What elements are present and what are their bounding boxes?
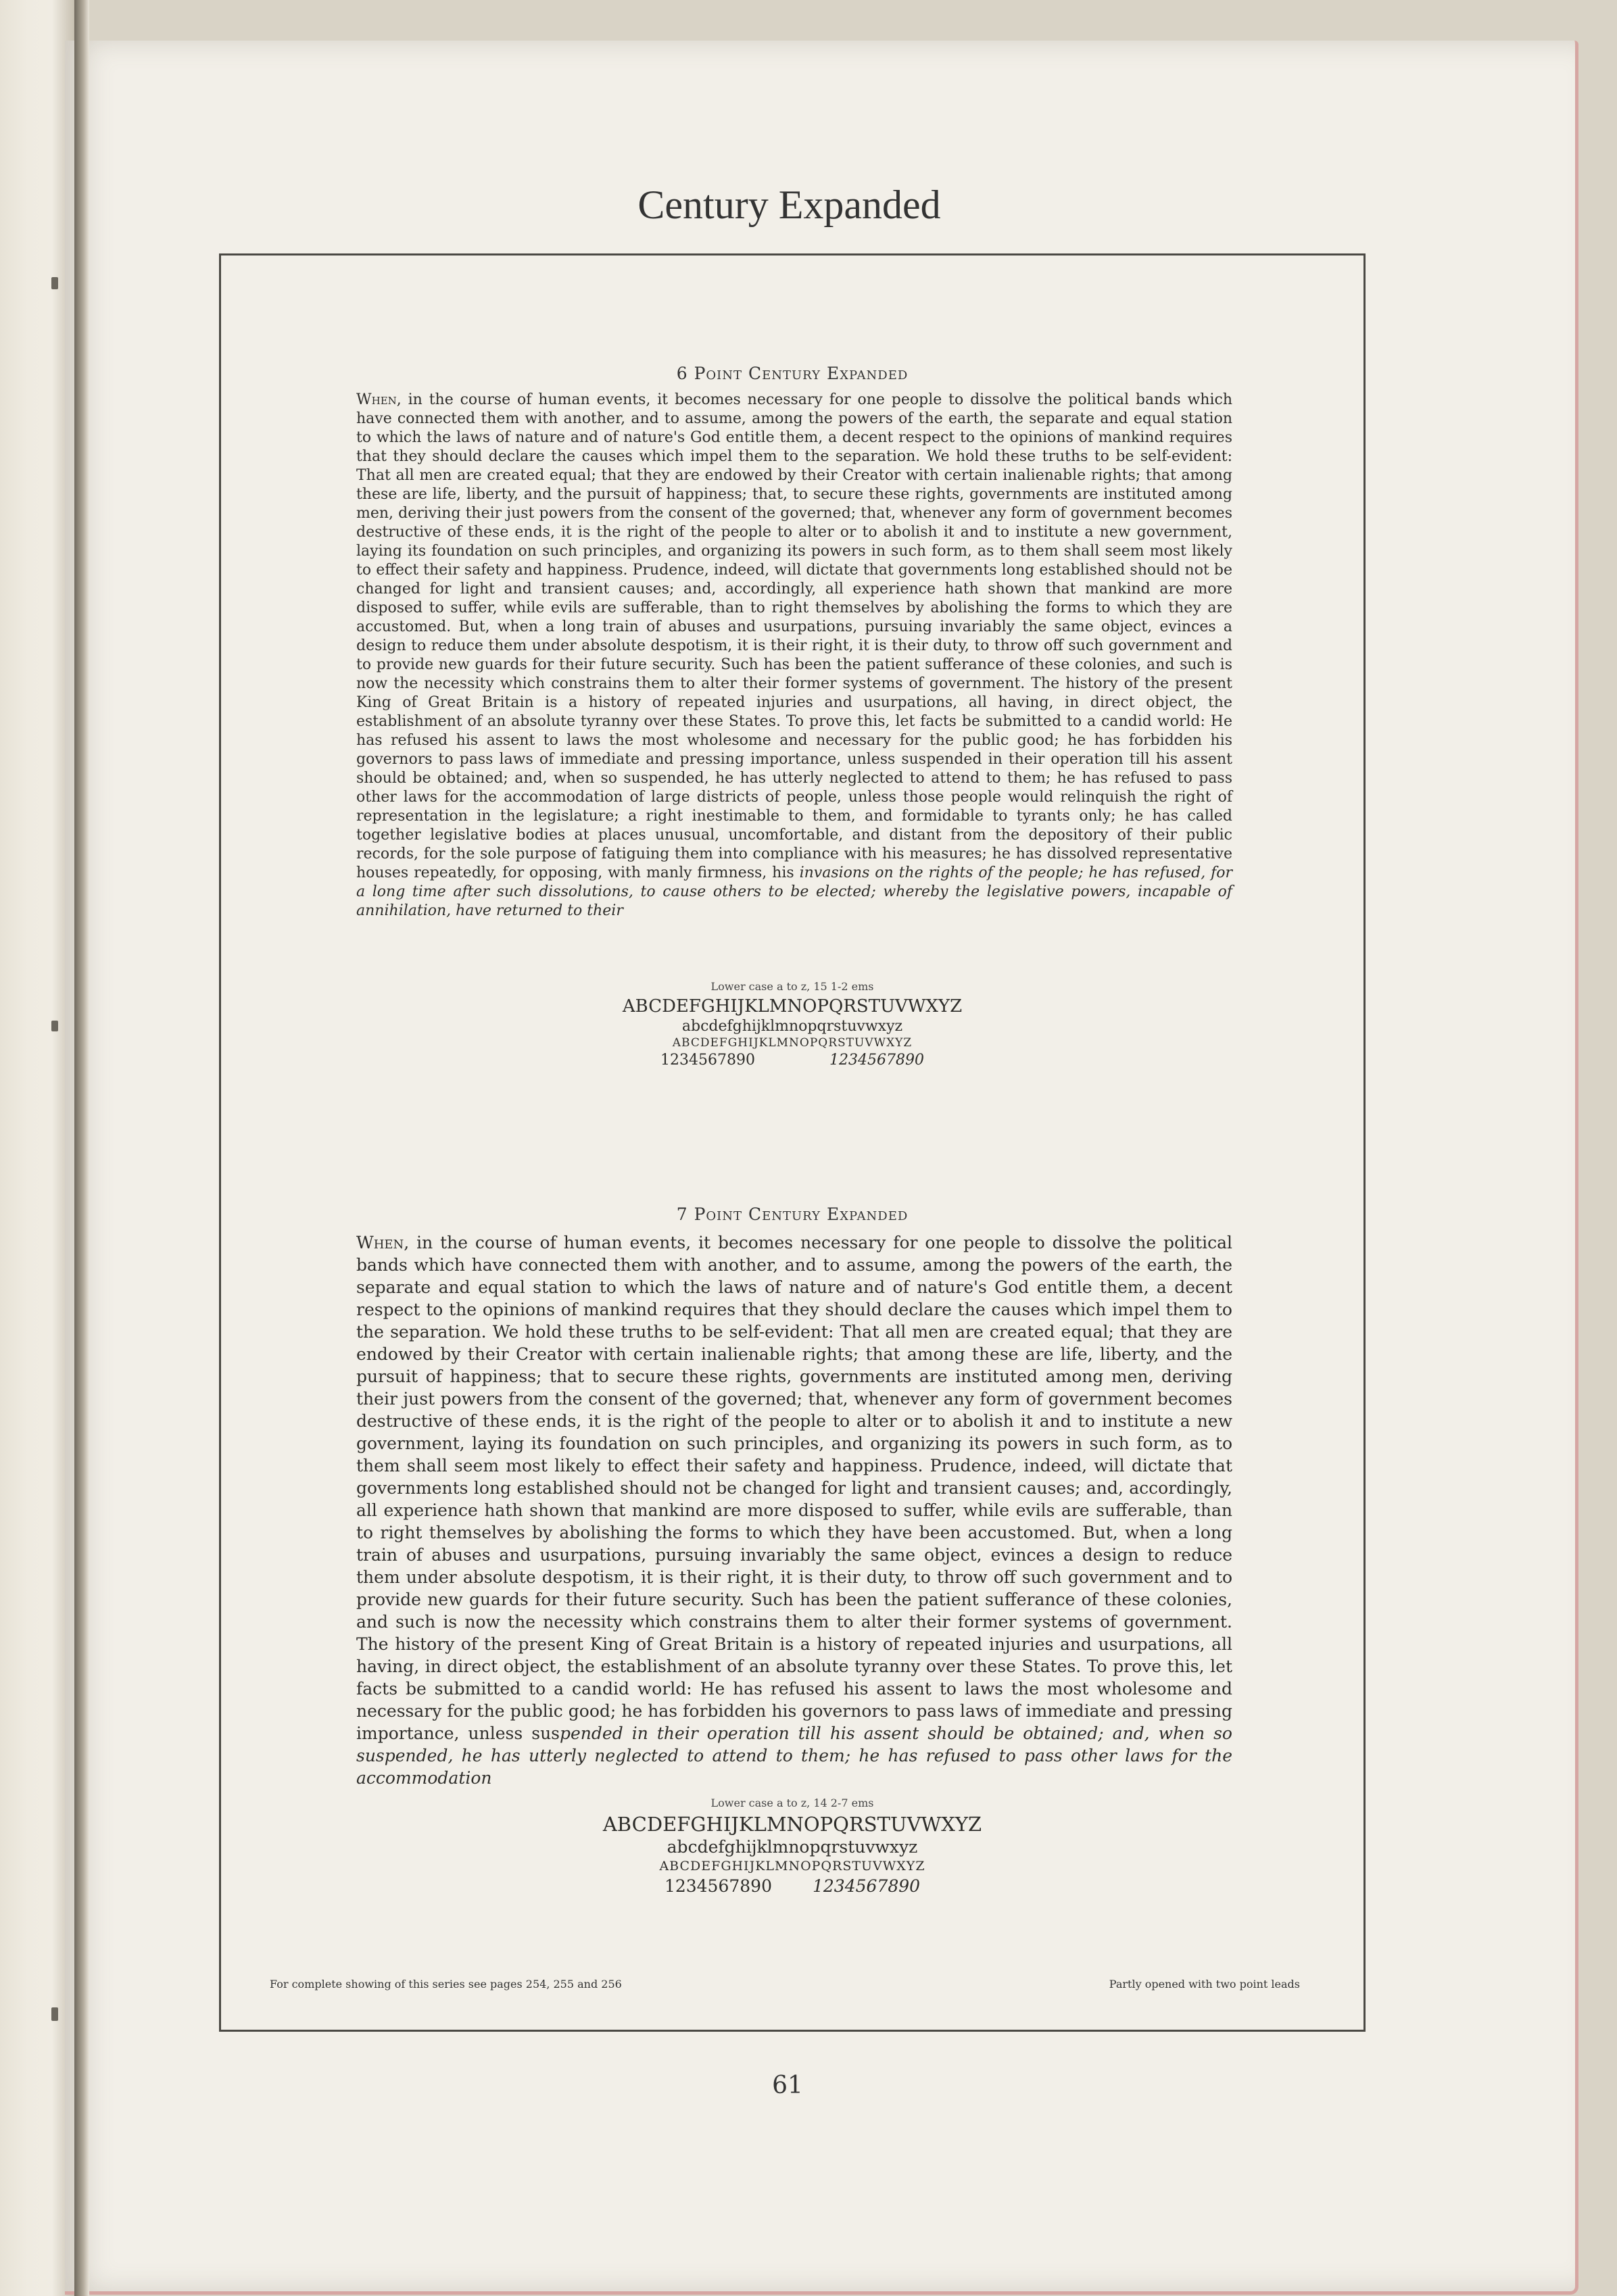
specimen-frame [219,253,1366,2032]
section-6pt-figures [221,1052,1363,1069]
section-6pt-caption: Lower case a to z, 15 1-2 ems [710,980,874,993]
page-number: 61 [772,2072,803,2099]
section-6pt-caps: ABCDEFGHIJKLMNOPQRSTUVWXYZ [622,996,963,1017]
section-6pt-small-caps: ABCDEFGHIJKLMNOPQRSTUVWXYZ [672,1036,913,1050]
section-6pt-heading-text: 6 Point Century Expanded [676,364,909,383]
section-6pt-heading [221,364,1363,383]
italic-figures: 1234567890 [829,1052,924,1069]
section-7pt-caption: Lower case a to z, 14 2-7 ems [710,1797,874,1809]
section-6pt-specimen-text [356,391,1232,921]
section-7pt-heading [221,1204,1363,1224]
roman-figures: 1234567890 [660,1052,755,1069]
edge-mark [51,2007,58,2021]
italic-figures: 1234567890 [813,1876,921,1896]
section-6pt-lowercase: abcdefghijklmnopqrstuvwxyz [681,1018,903,1035]
body-text: , in the course of human events, it becomes necessary for one people to dissolve the political bands which have connected them with another, and to assume, among the powers of the earth, the separate and equal station to which the laws of nature and of nature's God entitle them, a decent respect to the opinions of mankind requires that they should declare the causes which impel them to the separation. We hold these truths to be self-evident: That all men are created equal; that they are endowed by their Creator with certain inalienable rights; that among these are life, liberty, and the pursuit of happiness; that to secure these rights, governments are instituted among men, deriving their just powers from the consent of the governed; that, whenever any form of government becomes destructive of these ends, it is the right of the people to alter or to abolish it and to institute a new government, laying its foundation on such principles, and organizing its powers in such form, as to them shall seem most likely to effect their safety and happiness. Prudence, indeed, will dictate that governments long established should not be changed for light and transient causes; and, accordingly, all experience hath shown that mankind are more disposed to suffer, while evils are sufferable, than to right themselves by abolishing the forms to which they have been accustomed. But, when a long train of abuses and usurpations, pursuing invariably the same object, evinces a design to reduce them under absolute despotism, it is their right, it is their duty, to throw off such government and to provide new guards for their future security. Such has been the patient sufferance of these colonies, and such is now the necessity which constrains them to alter their former systems of government. The history of the present King of Great Britain is a history of repeated injuries and usurpations, all having, in direct object, the establishment of an absolute tyranny over these States. To prove this, let facts be submitted to a candid world: He has refused his assent to laws the most wholesome and necessary for the public good; he has forbidden his governors to pass laws of immediate and pressing importance, unless sus [356,1233,1232,1743]
section-7pt-lowercase: abcdefghijklmnopqrstuvwxyz [667,1837,918,1857]
footer-right-note: Partly opened with two point leads [1109,1978,1300,1990]
lead-word: When [356,1233,404,1252]
section-7pt-specimen-text [356,1231,1232,1789]
lead-word: When [356,391,397,408]
section-7pt-heading-text: 7 Point Century Expanded [676,1204,909,1224]
section-7pt-figures [221,1876,1363,1896]
section-7pt-small-caps: ABCDEFGHIJKLMNOPQRSTUVWXYZ [659,1859,925,1874]
italic-text: pended in their operation till his assent should be obtained; and, when so suspended, he has utterly neglected to attend to them; he has refused to pass other laws for the accommodation [356,1724,1232,1788]
body-text: , in the course of human events, it becomes necessary for one people to dissolve the political bands which have connected them with another, and to assume, among the powers of the earth, the separate and equal station to which the laws of nature and of nature's God entitle them, a decent respect to the opinions of mankind requires that they should declare the causes which impel them to the separation. We hold these truths to be self-evident: That all men are created equal; that they are endowed by their Creator with certain inalienable rights; that among these are life, liberty, and the pursuit of happiness; that, to secure these rights, governments are instituted among men, deriving their just powers from the consent of the governed; that, whenever any form of government becomes destructive of these ends, it is the right of the people to alter or to abolish it and to institute a new government, laying its foundation on such principles, and organizing its powers in such form, as to them shall seem most likely to effect their safety and happiness. Prudence, indeed, will dictate that governments long established should not be changed for light and transient causes; and, accordingly, all experience hath shown that mankind are more disposed to suffer, while evils are sufferable, than to right themselves by abolishing the forms to which they are accustomed. But, when a long train of abuses and usurpations, pursuing invariably the same object, evinces a design to reduce them under absolute despotism, it is their right, it is their duty, to throw off such government and to provide new guards for their future security. Such has been the patient sufferance of these colonies, and such is now the necessity which constrains them to alter their former systems of government. The history of the present King of Great Britain is a history of repeated injuries and usurpations, all having, in direct object, the establishment of an absolute tyranny over these States. To prove this, let facts be submitted to a candid world: He has refused his assent to laws the most wholesome and necessary for the public good; he has forbidden his governors to pass laws of immediate and pressing importance, unless suspended in their operation till his assent should be obtained; and, when so suspended, he has utterly neglected to attend to them; he has refused to pass other laws for the accommodation of large districts of people, unless those people would relinquish the right of representation in the legislature; a right inestimable to them, and formidable to tyrants only; he has called together legislative bodies at places unusual, uncomfortable, and distant from the depository of their public records, for the sole purpose of fatiguing them into compliance with his measures; he has dissolved representative houses repeatedly, for opposing, with manly firmness, his [356,391,1232,881]
footer-left-note: For complete showing of this series see pages 254, 255 and 256 [270,1978,622,1990]
page-title: Century Expanded [637,182,941,227]
edge-mark [51,1021,58,1031]
edge-mark [51,277,58,289]
book-binding [74,0,89,2296]
section-7pt-caps: ABCDEFGHIJKLMNOPQRSTUVWXYZ [602,1813,982,1836]
italic-text: invasions on the rights of the people; he has refused, for a long time after such dissolutions, to cause others to be elected; whereby the legislative powers, incapable of annihilation, have returned to their [356,864,1232,919]
roman-figures: 1234567890 [664,1876,772,1896]
